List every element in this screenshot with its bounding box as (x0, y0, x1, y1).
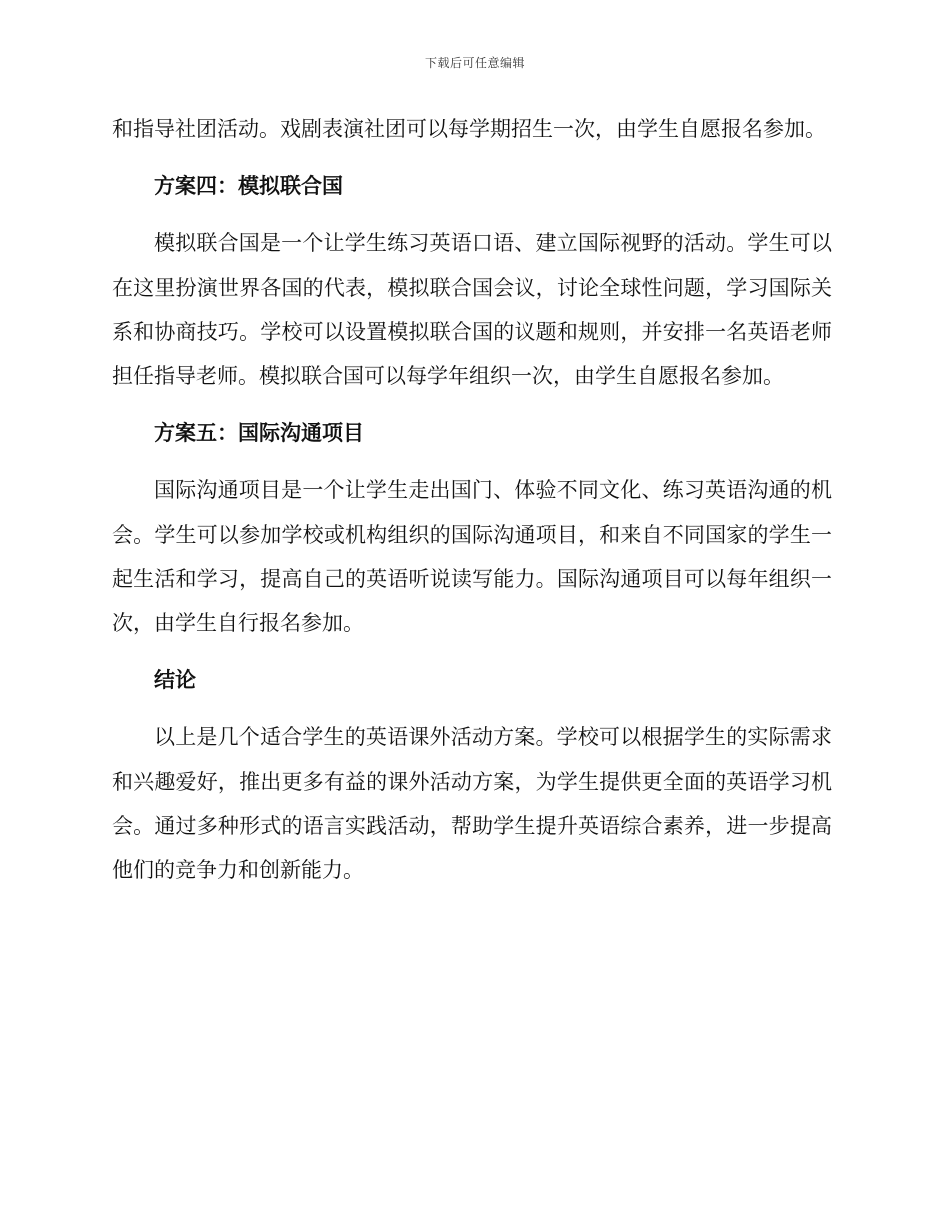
conclusion-heading: 结论 (154, 668, 196, 693)
plan5-heading: 方案五：国际沟通项目 (154, 421, 364, 446)
document-body (112, 107, 832, 905)
conclusion-paragraph: 以上是几个适合学生的英语课外活动方案。学校可以根据学生的实际需求和兴趣爱好，推出更多有益的课外活动方案，为学生提供更全面的英语学习机会。通过多种形式的语言实践活动，帮助学生提升英语综合素养，进一步提高他们的竞争力和创新能力。 (112, 725, 832, 883)
continued-paragraph: 和指导社团活动。戏剧表演社团可以每学期招生一次，由学生自愿报名参加。 (112, 117, 826, 141)
plan4-paragraph: 模拟联合国是一个让学生练习英语口语、建立国际视野的活动。学生可以在这里扮演世界各国的代表，模拟联合国会议，讨论全球性问题，学习国际关系和协商技巧。学校可以设置模拟联合国的议题和规则，并安排一名英语老师担任指导老师。模拟联合国可以每学年组织一次，由学生自愿报名参加。 (112, 231, 832, 389)
page-header: 下载后可任意编辑 (424, 56, 525, 70)
plan4-heading: 方案四：模拟联合国 (154, 174, 343, 199)
plan5-paragraph: 国际沟通项目是一个让学生走出国门、体验不同文化、练习英语沟通的机会。学生可以参加学校或机构组织的国际沟通项目，和来自不同国家的学生一起生活和学习，提高自己的英语听说读写能力。国际沟通项目可以每年组织一次，由学生自行报名参加。 (112, 478, 832, 636)
